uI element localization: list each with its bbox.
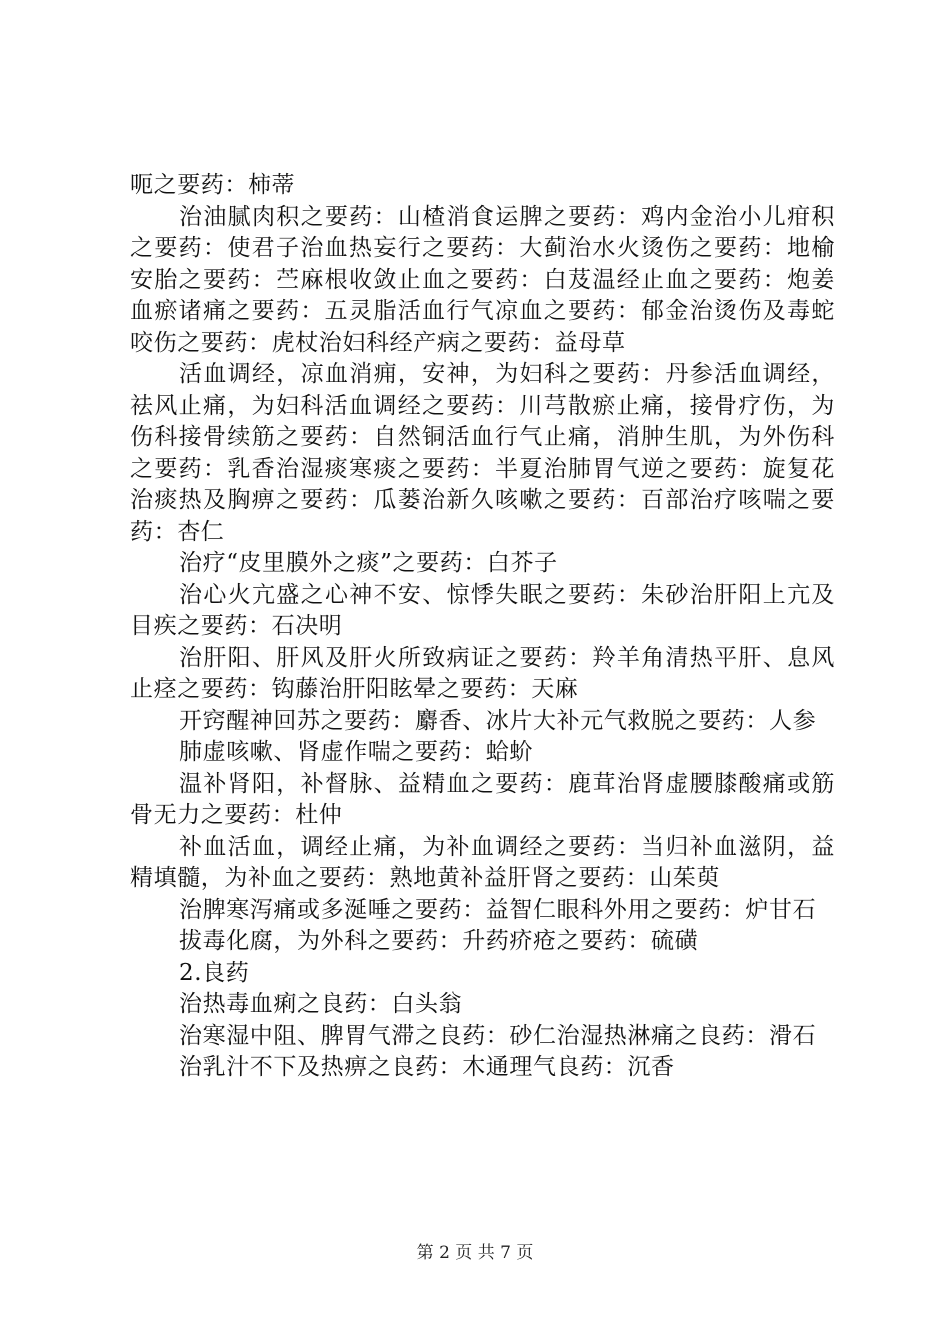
document-body	[130, 170, 835, 1084]
paragraph: 呃之要药：柿蒂	[130, 172, 296, 198]
paragraph: 治疗“皮里膜外之痰”之要药：白芥子	[179, 550, 558, 576]
paragraph: 开窍醒神回苏之要药：麝香、冰片大补元气救脱之要药：人参	[179, 707, 817, 734]
section-heading: 2.良药	[179, 959, 250, 986]
paragraph: 治乳汁不下及热痹之良药：木通理气良药：沉香	[179, 1054, 675, 1080]
paragraph: 治脾寒泻痛或多涎唾之要药：益智仁眼科外用之要药：炉甘石	[179, 896, 817, 923]
page-number-footer: 第 2 页 共 7 页	[416, 1243, 534, 1263]
paragraph: 拔毒化腐，为外科之要药：升药疥疮之要药：硫磺	[179, 928, 699, 954]
paragraph: 肺虚咳嗽、肾虚作喘之要药：蛤蚧	[179, 739, 533, 765]
paragraph: 治油腻肉积之要药：山楂消食运脾之要药：鸡内金治小儿疳积之要药：使君子治血热妄行之要药：大蓟治水火烫伤之要药：地榆安胎之要药：苎麻根收敛止血之要药：白芨温经止血之要药：炮姜血瘀诸痛之要药：五灵脂活血行气凉血之要药：郁金治烫伤及毒蛇咬伤之要药：虎杖治妇科经产病之要药：益母草	[130, 203, 835, 356]
paragraph: 活血调经，凉血消痈，安神，为妇科之要药：丹参活血调经，祛风止痛，为妇科活血调经之要药：川芎散瘀止痛，接骨疗伤，为伤科接骨续筋之要药：自然铜活血行气止痛，消肿生肌，为外伤科之要药：乳香治湿痰寒痰之要药：半夏治肺胃气逆之要药：旋复花治痰热及胸痹之要药：瓜蒌治新久咳嗽之要药：百部治疗咳喘之要药：杏仁	[130, 361, 835, 545]
paragraph: 治热毒血痢之良药：白头翁	[179, 991, 463, 1017]
paragraph: 治心火亢盛之心神不安、惊悸失眠之要药：朱砂治肝阳上亢及目疾之要药：石决明	[130, 581, 835, 639]
paragraph: 治肝阳、肝风及肝火所致病证之要药：羚羊角清热平肝、息风止痉之要药：钩藤治肝阳眩晕之要药：天麻	[130, 644, 835, 702]
paragraph: 治寒湿中阻、脾胃气滞之良药：砂仁治湿热淋痛之良药：滑石	[179, 1022, 817, 1049]
paragraph: 补血活血，调经止痛，为补血调经之要药：当归补血滋阴，益精填髓，为补血之要药：熟地黄补益肝肾之要药：山茱萸	[130, 833, 835, 891]
paragraph: 温补肾阳，补督脉、益精血之要药：鹿茸治肾虚腰膝酸痛或筋骨无力之要药：杜仲	[130, 770, 835, 828]
